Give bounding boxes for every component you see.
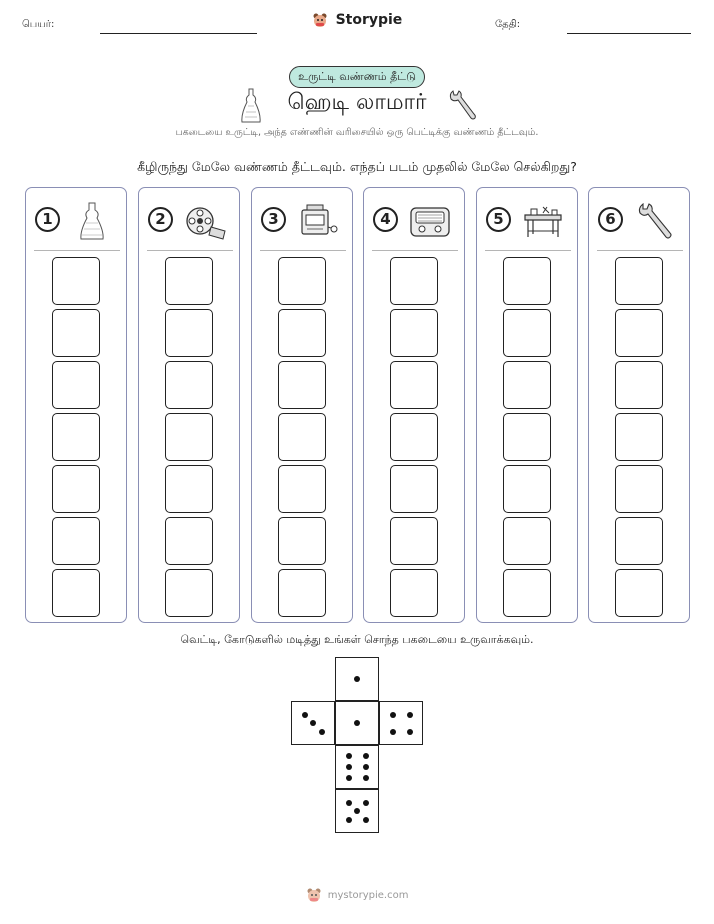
pip — [390, 729, 396, 735]
color-box[interactable] — [165, 569, 213, 617]
color-box[interactable] — [278, 413, 326, 461]
date-field[interactable] — [567, 33, 691, 34]
color-box[interactable] — [165, 257, 213, 305]
color-box[interactable] — [390, 517, 438, 565]
color-box[interactable] — [615, 517, 663, 565]
color-box[interactable] — [615, 569, 663, 617]
color-box[interactable] — [390, 465, 438, 513]
color-box[interactable] — [52, 569, 100, 617]
column-number: 3 — [261, 207, 286, 232]
date-label: தேதி: — [495, 19, 521, 30]
pip — [346, 800, 352, 806]
die-face-lower — [335, 745, 379, 789]
instructions: பகடையை உருட்டி, அந்த எண்ணின் வரிசையில் ஒரு பெட்டிக்கு வண்ணம் தீட்டவும். — [175, 127, 539, 138]
color-box[interactable] — [390, 309, 438, 357]
color-box[interactable] — [390, 569, 438, 617]
color-box[interactable] — [165, 309, 213, 357]
footer — [0, 887, 714, 903]
separator — [485, 250, 571, 251]
page-title: ஹெடி லாமார் — [287, 90, 427, 115]
color-box[interactable] — [165, 413, 213, 461]
pip — [363, 800, 369, 806]
die-face-bottom — [335, 789, 379, 833]
color-box[interactable] — [503, 517, 551, 565]
activity-badge: உருட்டி வண்ணம் தீட்டு — [289, 66, 425, 88]
color-box[interactable] — [52, 413, 100, 461]
column-number: 6 — [598, 207, 623, 232]
column-6 — [588, 187, 690, 623]
pip — [302, 712, 308, 718]
die-face-center — [335, 701, 379, 745]
pip — [354, 720, 360, 726]
color-box[interactable] — [278, 361, 326, 409]
column-2 — [138, 187, 240, 623]
color-box[interactable] — [503, 413, 551, 461]
pip — [407, 729, 413, 735]
wrench-icon — [633, 201, 677, 241]
color-box[interactable] — [52, 465, 100, 513]
column-3 — [251, 187, 353, 623]
color-box[interactable] — [390, 361, 438, 409]
question-prompt: கீழிருந்து மேலே வண்ணம் தீட்டவும். எந்தப் படம் முதலில் மேலே செல்கிறது? — [137, 159, 577, 174]
film-reel-icon — [183, 201, 227, 241]
name-field[interactable] — [100, 33, 257, 34]
color-box[interactable] — [503, 569, 551, 617]
color-box[interactable] — [503, 361, 551, 409]
color-box[interactable] — [165, 361, 213, 409]
pip — [363, 764, 369, 770]
column-4 — [363, 187, 465, 623]
pip — [390, 712, 396, 718]
color-box[interactable] — [390, 257, 438, 305]
gown-icon — [70, 201, 114, 241]
color-box[interactable] — [52, 257, 100, 305]
pip — [319, 729, 325, 735]
pip — [346, 775, 352, 781]
separator — [597, 250, 683, 251]
pip — [354, 808, 360, 814]
pip — [346, 764, 352, 770]
brand-logo — [0, 12, 714, 28]
pip — [354, 676, 360, 682]
column-number: 1 — [35, 207, 60, 232]
name-label: பெயர்: — [22, 19, 55, 30]
color-box[interactable] — [165, 465, 213, 513]
pip — [363, 817, 369, 823]
workbench-icon — [521, 201, 565, 241]
separator — [34, 250, 120, 251]
color-box[interactable] — [503, 257, 551, 305]
color-box[interactable] — [52, 309, 100, 357]
storypie-mascot-icon — [312, 12, 328, 28]
die-face-left — [291, 701, 335, 745]
pip — [407, 712, 413, 718]
column-5 — [476, 187, 578, 623]
color-box[interactable] — [615, 413, 663, 461]
color-box[interactable] — [165, 517, 213, 565]
die-face-right — [379, 701, 423, 745]
color-box[interactable] — [52, 361, 100, 409]
color-box[interactable] — [390, 413, 438, 461]
color-box[interactable] — [615, 257, 663, 305]
column-number: 5 — [486, 207, 511, 232]
vintage-radio-icon — [408, 201, 452, 241]
separator — [147, 250, 233, 251]
footer-url[interactable]: mystorypie.com — [327, 890, 409, 901]
color-box[interactable] — [503, 465, 551, 513]
pip — [363, 775, 369, 781]
color-box[interactable] — [615, 465, 663, 513]
die-face-top — [335, 657, 379, 701]
pip — [363, 753, 369, 759]
column-number: 4 — [373, 207, 398, 232]
pip — [346, 753, 352, 759]
color-box[interactable] — [278, 517, 326, 565]
brand-name: Storypie — [335, 12, 403, 28]
color-box[interactable] — [615, 309, 663, 357]
wrench-title-icon — [447, 88, 477, 122]
pip — [310, 720, 316, 726]
color-box[interactable] — [278, 257, 326, 305]
color-box[interactable] — [615, 361, 663, 409]
color-box[interactable] — [278, 465, 326, 513]
color-box[interactable] — [278, 309, 326, 357]
separator — [260, 250, 346, 251]
color-box[interactable] — [503, 309, 551, 357]
column-number: 2 — [148, 207, 173, 232]
cut-instruction: வெட்டி, கோடுகளில் மடித்து உங்கள் சொந்த பகடையை உருவாக்கவும். — [180, 633, 534, 646]
color-box[interactable] — [278, 569, 326, 617]
color-box[interactable] — [52, 517, 100, 565]
separator — [372, 250, 458, 251]
radio-device-icon — [296, 201, 340, 241]
storypie-mascot-icon — [306, 887, 322, 903]
pip — [346, 817, 352, 823]
column-1 — [25, 187, 127, 623]
